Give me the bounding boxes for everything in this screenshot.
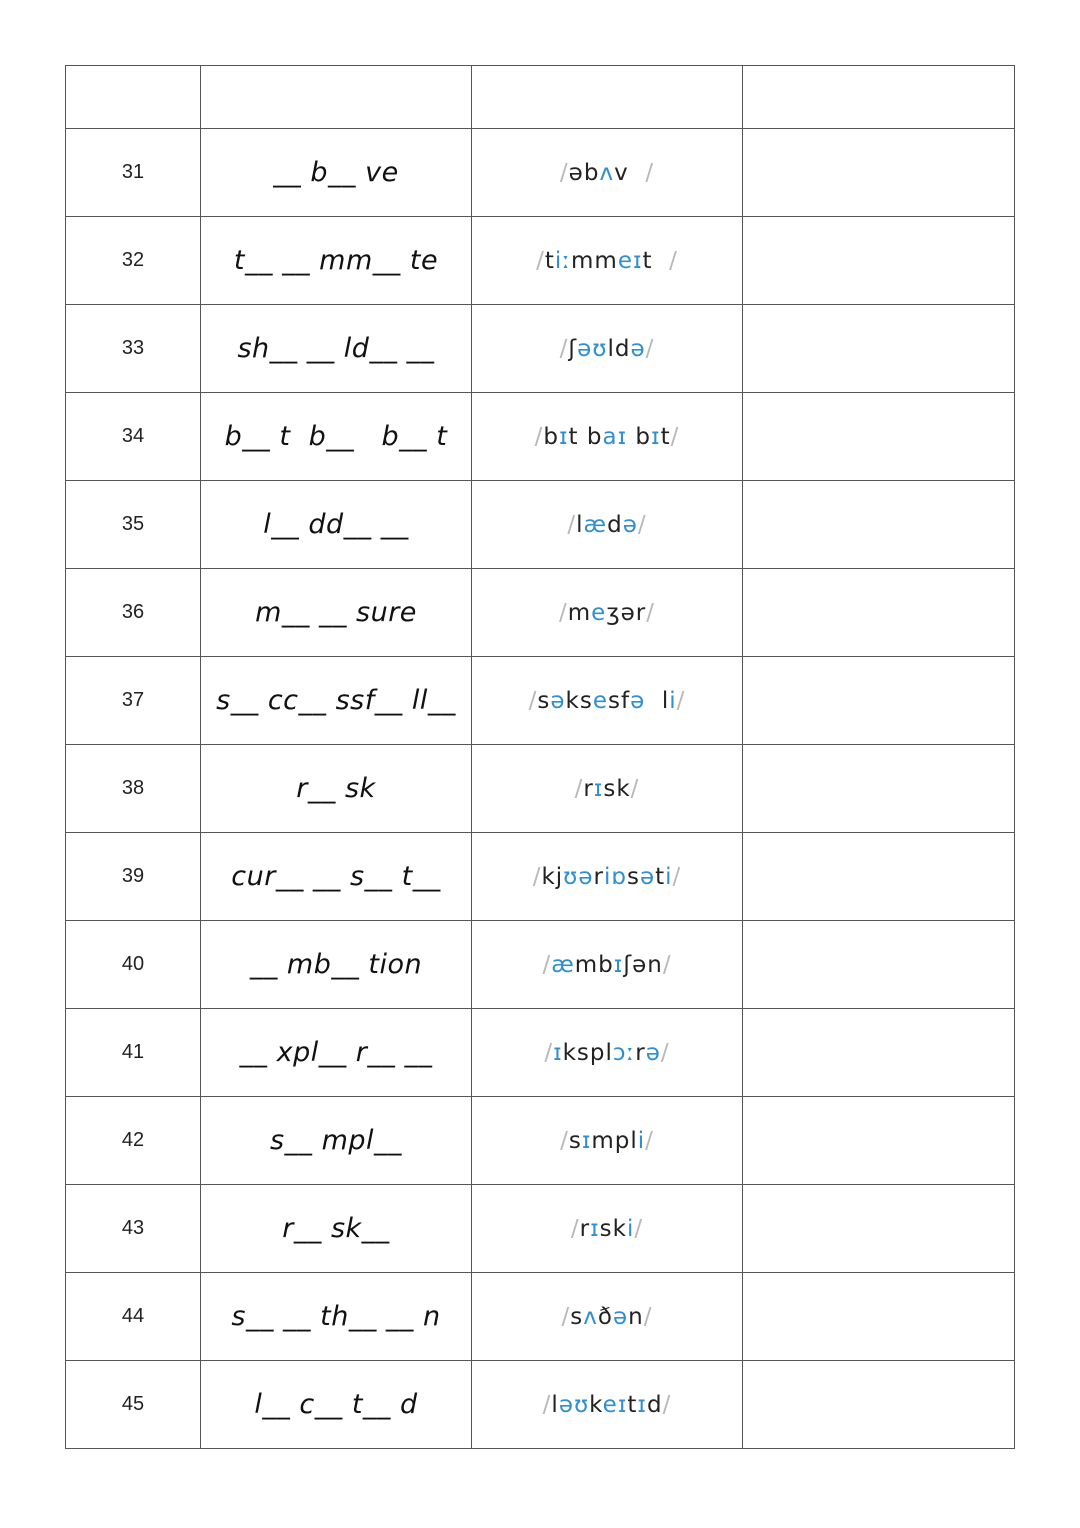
- answer-cell[interactable]: [743, 1009, 1015, 1097]
- answer-cell[interactable]: [743, 657, 1015, 745]
- row-number: 34: [66, 393, 201, 481]
- ipa-vowel-highlight: ə: [622, 511, 638, 538]
- header-cell-number: [66, 66, 201, 129]
- answer-cell[interactable]: [743, 833, 1015, 921]
- ipa-segment: s: [568, 1127, 582, 1154]
- ipa-vowel-highlight: əʊ: [558, 1391, 590, 1418]
- ipa-segment: [629, 160, 646, 186]
- answer-cell[interactable]: [743, 921, 1015, 1009]
- ipa-vowel-highlight: ə: [630, 335, 646, 362]
- ipa-slash-close: /: [660, 1039, 670, 1066]
- fill-in-word: l__ c__ t__ d: [201, 1361, 472, 1449]
- table-row: [66, 921, 1015, 1009]
- ipa-vowel-highlight: ɪ: [553, 1039, 563, 1066]
- fill-in-word: __ mb__ tion: [201, 921, 472, 1009]
- ipa-slash-open: /: [574, 775, 584, 802]
- phonetic-transcription: [472, 393, 743, 481]
- answer-cell[interactable]: [743, 1097, 1015, 1185]
- phonetic-transcription: [472, 745, 743, 833]
- row-number: 44: [66, 1273, 201, 1361]
- ipa-segment: kj: [541, 863, 564, 890]
- ipa-vowel-highlight: ɪ: [637, 1391, 647, 1418]
- phonetic-transcription: [472, 217, 743, 305]
- row-number: 45: [66, 1361, 201, 1449]
- row-number: 43: [66, 1185, 201, 1273]
- table-row: [66, 217, 1015, 305]
- row-number: 39: [66, 833, 201, 921]
- ipa-segment: b: [627, 423, 652, 450]
- ipa-segment: ks: [565, 687, 593, 714]
- fill-in-word: sh__ __ ld__ __: [201, 305, 472, 393]
- answer-cell[interactable]: [743, 1273, 1015, 1361]
- ipa-segment: t: [642, 247, 670, 274]
- phonetic-transcription: [472, 305, 743, 393]
- ipa-slash-close: /: [662, 951, 672, 978]
- table-row: [66, 481, 1015, 569]
- fill-in-word: cur__ __ s__ t__: [201, 833, 472, 921]
- ipa-vowel-highlight: eɪ: [617, 247, 643, 274]
- table-row: [66, 1097, 1015, 1185]
- fill-in-word: l__ dd__ __: [201, 481, 472, 569]
- fill-in-word: __ b__ ve: [201, 129, 472, 217]
- ipa-segment: t: [660, 423, 671, 450]
- row-number: 41: [66, 1009, 201, 1097]
- ipa-vowel-highlight: ɪ: [613, 951, 624, 978]
- ipa-segment: k: [589, 1391, 603, 1418]
- ipa-slash-close: /: [637, 511, 647, 538]
- phonetic-transcription: [472, 569, 743, 657]
- table-row: [66, 833, 1015, 921]
- row-number: 35: [66, 481, 201, 569]
- ipa-segment: ð: [597, 1303, 613, 1330]
- header-cell-answer: [743, 66, 1015, 129]
- ipa-segment: ʃ: [568, 335, 578, 362]
- ipa-slash-open: /: [536, 247, 545, 274]
- ipa-vowel-highlight: i: [669, 687, 677, 714]
- ipa-segment: d: [607, 511, 623, 538]
- row-number: 33: [66, 305, 201, 393]
- phonetic-transcription: [472, 833, 743, 921]
- ipa-segment: sk: [599, 1215, 627, 1242]
- ipa-vowel-highlight: aɪ: [602, 423, 628, 450]
- ipa-vowel-highlight: e: [592, 687, 608, 714]
- answer-cell[interactable]: [743, 569, 1015, 657]
- ipa-slash-open: /: [567, 511, 577, 538]
- answer-cell[interactable]: [743, 745, 1015, 833]
- ipa-segment: t: [544, 247, 555, 274]
- phonetic-transcription: [472, 921, 743, 1009]
- ipa-segment: sf: [607, 687, 631, 714]
- ipa-vowel-highlight: iː: [554, 247, 571, 274]
- ipa-slash-close: /: [630, 775, 640, 802]
- ipa-slash-open: /: [559, 335, 569, 362]
- ipa-segment: ʒər: [606, 599, 647, 626]
- answer-cell[interactable]: [743, 1185, 1015, 1273]
- ipa-vowel-highlight: ɪ: [593, 775, 604, 802]
- table-row: [66, 1185, 1015, 1273]
- ipa-slash-open: /: [559, 599, 568, 626]
- ipa-vowel-highlight: ə: [645, 1039, 661, 1066]
- ipa-segment: r: [635, 1039, 646, 1066]
- ipa-vowel-highlight: ʌ: [599, 159, 615, 186]
- answer-cell[interactable]: [743, 1361, 1015, 1449]
- fill-in-word: t__ __ mm__ te: [201, 217, 472, 305]
- ipa-segment: l: [576, 511, 584, 538]
- fill-in-word: s__ cc__ ssf__ ll__: [201, 657, 472, 745]
- ipa-slash-open: /: [532, 863, 542, 890]
- table-row: [66, 129, 1015, 217]
- vocabulary-worksheet-table: [65, 65, 1015, 1449]
- ipa-vowel-highlight: əʊ: [577, 335, 608, 362]
- ipa-vowel-highlight: i: [626, 1215, 635, 1242]
- phonetic-transcription: [472, 657, 743, 745]
- row-number: 36: [66, 569, 201, 657]
- ipa-vowel-highlight: ɪ: [651, 423, 661, 450]
- ipa-slash-close: /: [645, 335, 655, 362]
- row-number: 32: [66, 217, 201, 305]
- ipa-slash-open: /: [528, 687, 538, 714]
- ipa-segment: v: [614, 159, 629, 186]
- ipa-vowel-highlight: i: [665, 863, 673, 890]
- ipa-slash-open: /: [560, 1127, 569, 1154]
- ipa-slash-close: /: [643, 1303, 653, 1330]
- fill-in-word: r__ sk: [201, 745, 472, 833]
- ipa-segment: r: [579, 1215, 591, 1242]
- ipa-slash-close: /: [645, 159, 655, 186]
- ipa-slash-open: /: [534, 423, 544, 450]
- row-number: 38: [66, 745, 201, 833]
- table-row: [66, 1361, 1015, 1449]
- ipa-segment: mpl: [591, 1127, 638, 1154]
- ipa-slash-close: /: [670, 423, 680, 450]
- phonetic-transcription: [472, 1361, 743, 1449]
- ipa-segment: r: [583, 775, 594, 802]
- ipa-slash-close: /: [676, 687, 686, 714]
- ipa-segment: ə: [568, 159, 584, 186]
- ipa-vowel-highlight: æ: [583, 511, 608, 538]
- row-number: 37: [66, 657, 201, 745]
- table-row: [66, 745, 1015, 833]
- ipa-vowel-highlight: i: [637, 1127, 646, 1154]
- ipa-slash-open: /: [542, 1391, 552, 1418]
- ipa-vowel-highlight: ɪ: [558, 423, 569, 450]
- answer-cell[interactable]: [743, 129, 1015, 217]
- answer-cell[interactable]: [743, 393, 1015, 481]
- table-row: [66, 1009, 1015, 1097]
- ipa-segment: ʃən: [623, 951, 663, 978]
- ipa-segment: r: [593, 863, 604, 890]
- ipa-vowel-highlight: iɒ: [603, 863, 627, 890]
- ipa-segment: s: [570, 1303, 584, 1330]
- ipa-vowel-highlight: ə: [639, 863, 656, 890]
- phonetic-transcription: [472, 1273, 743, 1361]
- table-row: [66, 393, 1015, 481]
- fill-in-word: s__ mpl__: [201, 1097, 472, 1185]
- ipa-vowel-highlight: ə: [612, 1303, 629, 1330]
- fill-in-word: s__ __ th__ __ n: [201, 1273, 472, 1361]
- ipa-segment: b: [543, 423, 559, 450]
- phonetic-transcription: [472, 481, 743, 569]
- ipa-vowel-highlight: eɪ: [602, 1391, 628, 1418]
- table-row: [66, 569, 1015, 657]
- header-cell-phonetic: [472, 66, 743, 129]
- phonetic-transcription: [472, 1097, 743, 1185]
- ipa-vowel-highlight: ɪ: [590, 1215, 600, 1242]
- ipa-slash-close: /: [662, 1391, 672, 1418]
- ipa-segment: mm: [571, 247, 618, 274]
- table-row: [66, 305, 1015, 393]
- fill-in-word: b__ t b__ b__ t: [201, 393, 472, 481]
- ipa-slash-close: /: [634, 1215, 644, 1242]
- answer-cell[interactable]: [743, 481, 1015, 569]
- ipa-slash-close: /: [645, 1127, 654, 1154]
- ipa-segment: t b: [568, 423, 603, 450]
- ipa-segment: l: [551, 1391, 559, 1418]
- row-number: 42: [66, 1097, 201, 1185]
- ipa-slash-close: /: [669, 247, 678, 274]
- ipa-slash-open: /: [542, 951, 552, 978]
- fill-in-word: m__ __ sure: [201, 569, 472, 657]
- ipa-vowel-highlight: e: [591, 599, 607, 626]
- ipa-slash-close: /: [672, 863, 682, 890]
- ipa-vowel-highlight: ə: [630, 687, 646, 714]
- answer-cell[interactable]: [743, 305, 1015, 393]
- ipa-segment: m: [567, 599, 592, 626]
- answer-cell[interactable]: [743, 217, 1015, 305]
- ipa-vowel-highlight: ɪ: [581, 1127, 592, 1154]
- ipa-segment: l: [645, 687, 670, 714]
- ipa-slash-open: /: [559, 159, 569, 186]
- table-row: [66, 657, 1015, 745]
- ipa-segment: t: [627, 1391, 638, 1418]
- ipa-segment: s: [537, 687, 551, 714]
- ipa-vowel-highlight: ɔː: [612, 1039, 636, 1066]
- ipa-segment: t: [655, 863, 666, 890]
- ipa-segment: mb: [574, 951, 614, 978]
- row-number: 40: [66, 921, 201, 1009]
- phonetic-transcription: [472, 1185, 743, 1273]
- ipa-segment: s: [626, 863, 640, 890]
- fill-in-word: r__ sk__: [201, 1185, 472, 1273]
- ipa-vowel-highlight: ʌ: [583, 1303, 598, 1330]
- phonetic-transcription: [472, 129, 743, 217]
- ipa-slash-open: /: [561, 1303, 571, 1330]
- ipa-vowel-highlight: ʊə: [563, 863, 594, 890]
- ipa-segment: sk: [603, 775, 631, 802]
- table-row: [66, 1273, 1015, 1361]
- ipa-segment: n: [628, 1303, 644, 1330]
- ipa-segment: kspl: [562, 1039, 613, 1066]
- ipa-slash-close: /: [646, 599, 655, 626]
- ipa-vowel-highlight: æ: [551, 951, 575, 978]
- ipa-slash-open: /: [570, 1215, 580, 1242]
- header-row: [66, 66, 1015, 129]
- phonetic-transcription: [472, 1009, 743, 1097]
- ipa-vowel-highlight: ə: [550, 687, 566, 714]
- ipa-segment: ld: [607, 335, 631, 362]
- ipa-segment: b: [583, 159, 600, 186]
- fill-in-word: __ xpl__ r__ __: [201, 1009, 472, 1097]
- ipa-slash-open: /: [544, 1039, 554, 1066]
- ipa-segment: d: [646, 1391, 663, 1418]
- header-cell-word: [201, 66, 472, 129]
- row-number: 31: [66, 129, 201, 217]
